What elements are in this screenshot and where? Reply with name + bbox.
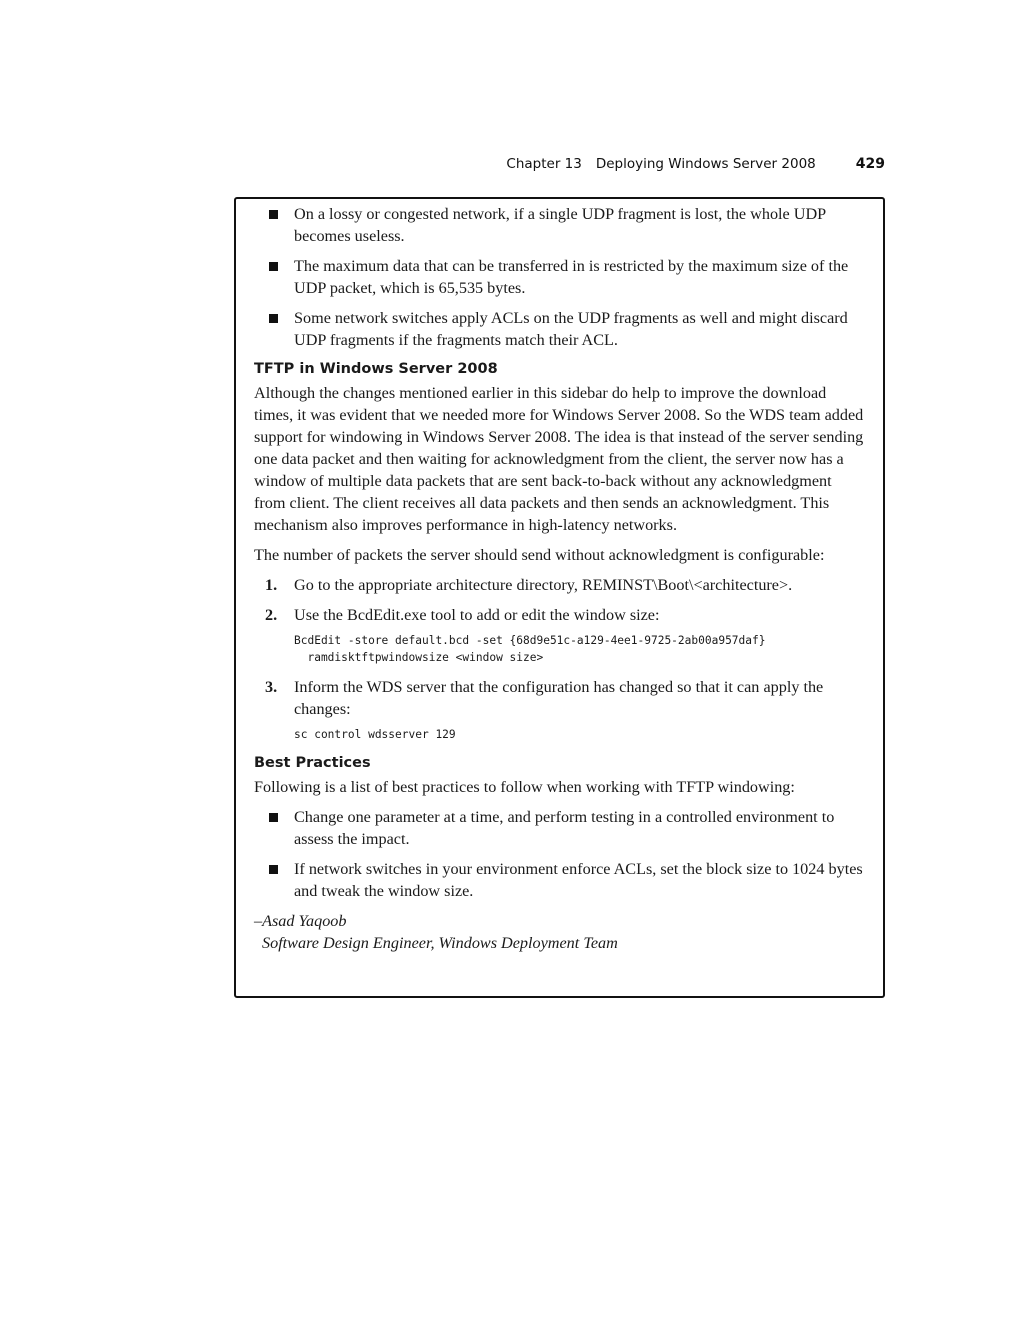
best-practices-heading: Best Practices [254,755,371,771]
tftp-heading: TFTP in Windows Server 2008 [254,361,498,377]
list-item: If network switches in your environment enforce ACLs, set the block size to 1024 bytes and tweak the window size. [254,858,865,902]
code-sc-control: sc control wdsserver 129 [294,728,456,741]
page-number: 429 [855,156,885,172]
list-item: Change one parameter at a time, and perform testing in a controlled environment to assess the impact. [254,806,865,850]
author-signature [254,910,865,954]
list-item: Some network switches apply ACLs on the UDP fragments as well and might discard UDP fragments if the fragments match their ACL. [254,307,865,351]
step-number: 2. [265,606,278,624]
list-item: On a lossy or congested network, if a single UDP fragment is lost, the whole UDP becomes useless. [254,203,865,247]
square-bullet-icon [269,813,278,822]
list-item: The maximum data that can be transferred in is restricted by the maximum size of the UDP packet, which is 65,535 bytes. [254,255,865,299]
tftp-paragraph: Although the changes mentioned earlier in this sidebar do help to improve the download times, it was evident that we needed more for Windows Server 2008. So the WDS team added support for windowing in Windows Server 2008. The idea is that instead of the server sending one data packet and then waiting for acknowledgment from the client, the server now has a window of multiple data packets that are sent back-to-back without any acknowledgment from client. The client receives all data packets and then sends an acknowledgment. This mechanism also improves performance in high-latency networks. [254,384,864,534]
author-role: Software Design Engineer, Windows Deployment Team [262,934,618,952]
chapter-title: Deploying Windows Server 2008 [595,156,816,172]
best-practices-intro: Following is a list of best practices to follow when working with TFTP windowing: [254,778,795,796]
square-bullet-icon [269,865,278,874]
square-bullet-icon [269,262,278,271]
sidebar-box [234,197,885,998]
intro-bullet-list [254,203,865,351]
step-item: 2. Use the BcdEdit.exe tool to add or edit the window size: [265,606,660,624]
running-head [470,156,885,172]
step-item: 1. Go to the appropriate architecture directory, REMINST\Boot\<architecture>. [265,576,793,594]
square-bullet-icon [269,210,278,219]
step-number: 3. [265,678,278,696]
author-name: –Asad Yaqoob [254,912,347,930]
step-item: 3. Inform the WDS server that the configuration has changed so that it can apply the changes: [265,678,824,718]
chapter-label: Chapter 13 [506,156,582,172]
code-bcdedit: BcdEdit -store default.bcd -set {68d9e51c-a129-4ee1-9725-2ab00a957daf} ramdisktftpwindowsize <window size> [294,634,766,664]
steps-list [254,574,865,626]
step-number: 1. [265,576,278,594]
square-bullet-icon [269,314,278,323]
steps-list-continued [254,676,865,720]
config-paragraph: The number of packets the server should send without acknowledgment is configurable: [254,546,825,564]
best-practices-list [254,806,865,902]
